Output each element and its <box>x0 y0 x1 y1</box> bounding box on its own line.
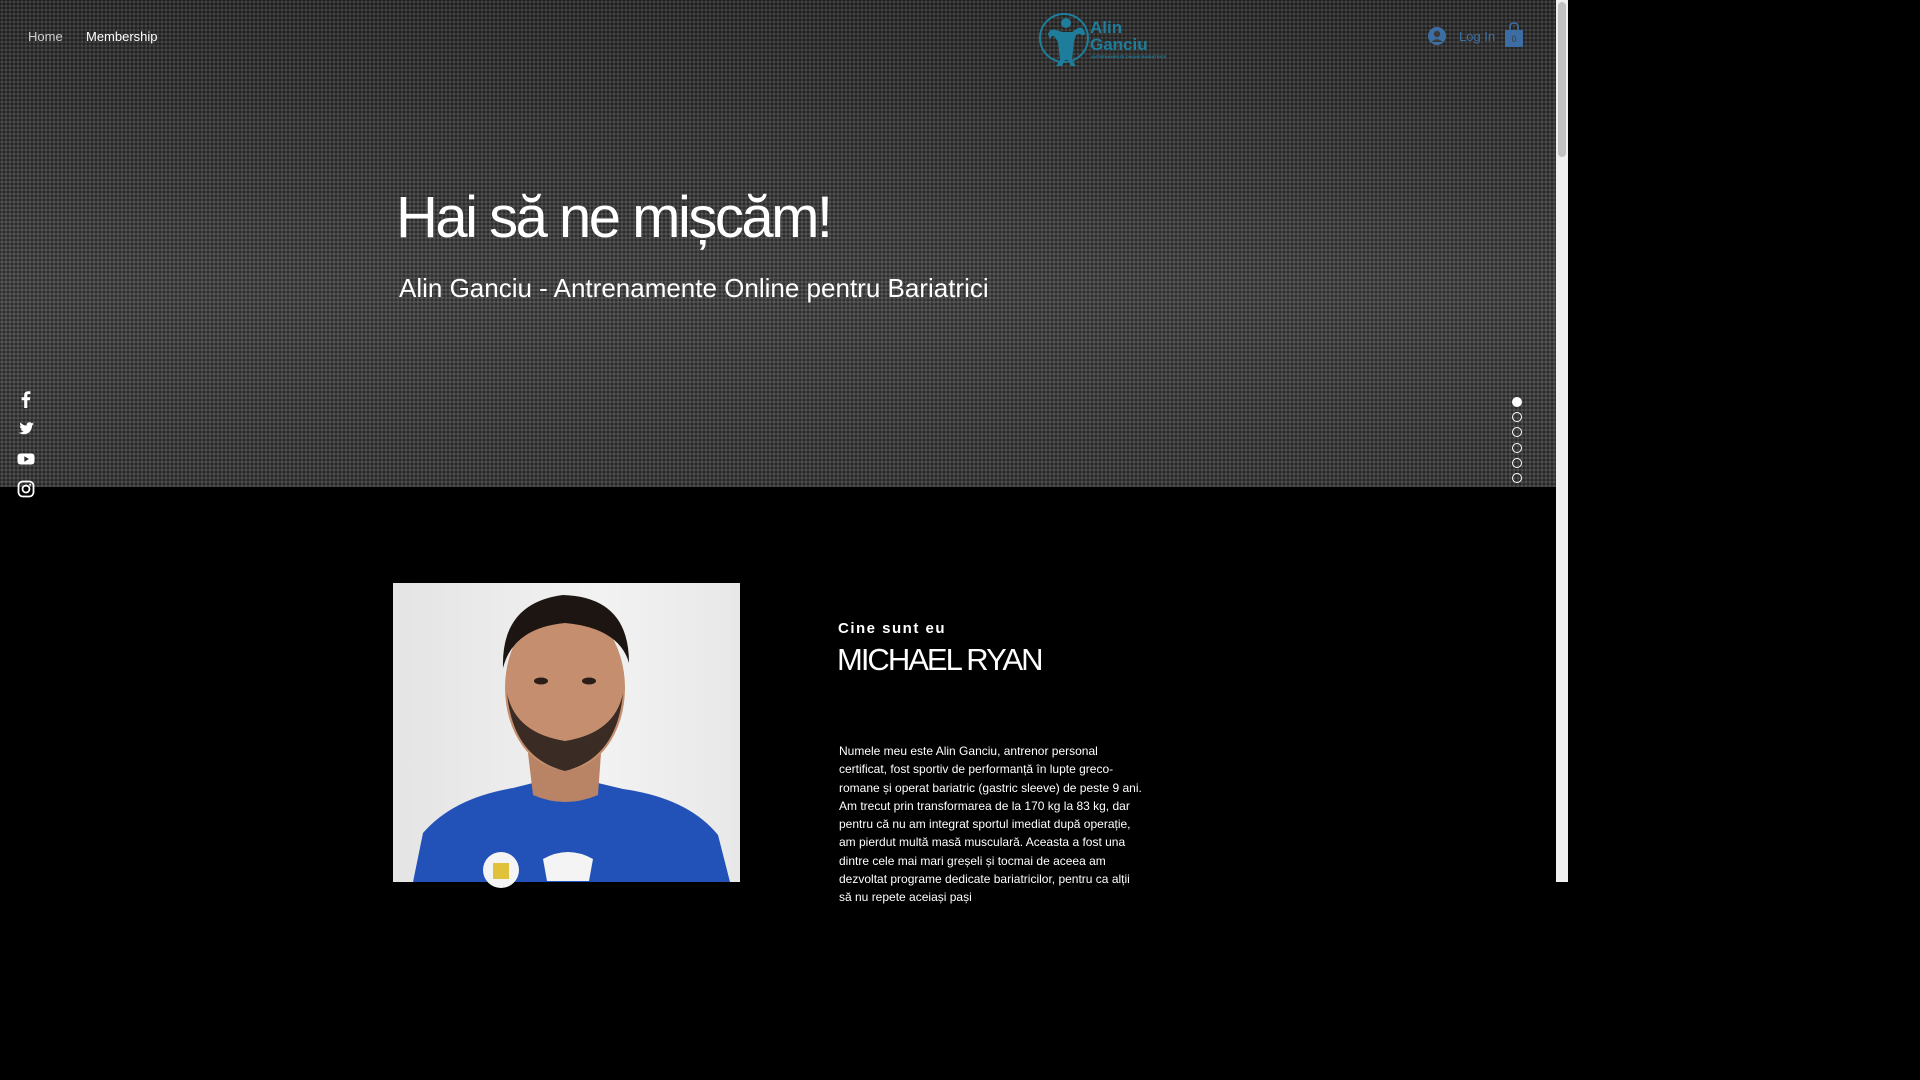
logo-name: Alin Ganciu <box>1090 18 1148 54</box>
athlete-logo-icon <box>1038 10 1090 68</box>
cart-count: 0 <box>1511 34 1517 44</box>
section-nav-dot[interactable] <box>1512 443 1522 453</box>
about-body-text: Numele meu este Alin Ganciu, antrenor personal certificat, fost sportiv de performanță în lupte greco-romane și operat bariatric (gastric sleeve) de peste 9 ani. Am trecut prin transformarea de la 170 kg la 83 kg, dar pentru că nu am integrat sportul imediat după operație, am pierdut multă masă musculară. Aceasta a fost una dintre cele mai mari greșeli și tocmai de aceea am dezvoltat programe dedicate bariatricilor, pentru ca alții să nu repete aceiași pași <box>839 744 1142 905</box>
hero-subtitle: Alin Ganciu - Antrenamente Online pentru Bariatrici <box>399 273 989 303</box>
section-nav-dot[interactable] <box>1512 427 1522 437</box>
shopping-bag-icon[interactable] <box>1503 22 1525 48</box>
section-nav-dot[interactable] <box>1512 473 1522 483</box>
youtube-icon[interactable] <box>17 450 35 468</box>
profile-photo <box>393 583 740 882</box>
about-name: MICHAEL RYAN <box>837 642 1042 677</box>
about-eyebrow: Cine sunt eu <box>838 620 947 637</box>
site-logo[interactable] <box>1038 10 1167 68</box>
nav-membership-link[interactable]: Membership <box>86 29 158 44</box>
twitter-icon[interactable] <box>17 420 35 438</box>
page-scrollbar[interactable] <box>1556 0 1568 882</box>
login-button[interactable] <box>1428 25 1495 47</box>
section-anchor-nav <box>1512 397 1524 488</box>
section-nav-dot[interactable] <box>1512 397 1522 407</box>
user-avatar-icon <box>1428 27 1446 45</box>
facebook-icon[interactable] <box>17 390 35 408</box>
nav-home-link[interactable]: Home <box>28 29 63 44</box>
hero-title: Hai să ne mișcăm! <box>396 185 831 250</box>
login-label: Log In <box>1459 28 1496 44</box>
portrait-image <box>393 583 740 882</box>
social-bar <box>17 390 37 510</box>
logo-tagline: ANTRENAMENTE ONLINE BARIATRICE <box>1091 54 1167 59</box>
section-nav-dot[interactable] <box>1512 412 1522 422</box>
hero-section <box>0 0 1556 487</box>
section-nav-dot[interactable] <box>1512 458 1522 468</box>
instagram-icon[interactable] <box>17 480 35 498</box>
scrollbar-thumb[interactable] <box>1558 2 1566 157</box>
